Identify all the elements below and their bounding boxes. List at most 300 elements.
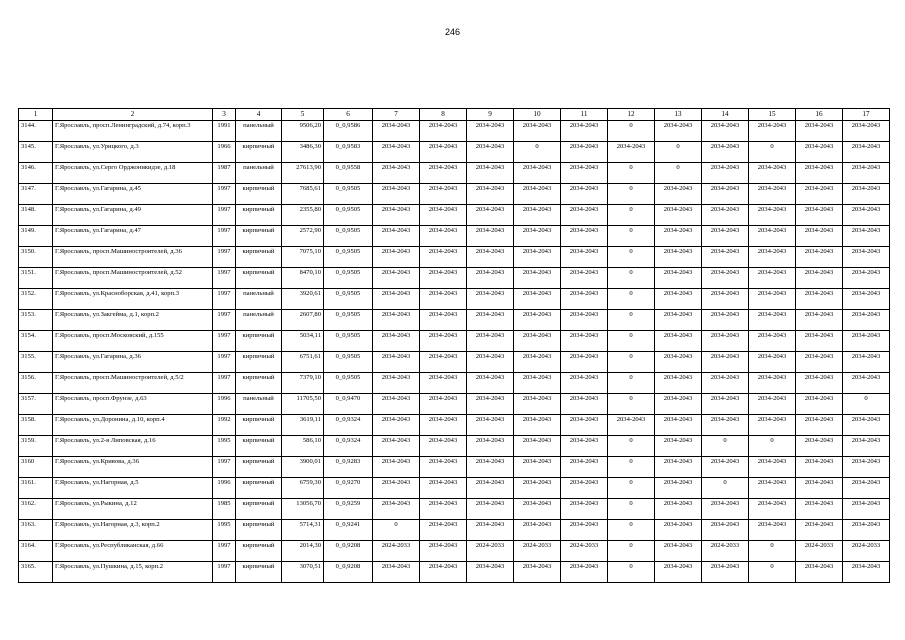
term-col-7-cell: 2034-2043 [373, 331, 420, 352]
term-col-14-cell: 2034-2043 [702, 289, 749, 310]
table-row [19, 541, 890, 562]
term-col-11-cell: 2034-2043 [561, 457, 608, 478]
wear-coefficient-cell: 0_0,9283 [324, 457, 373, 478]
column-header: 11 [561, 109, 608, 121]
term-col-17-cell: 2034-2043 [843, 121, 890, 142]
wear-coefficient-cell: 0_0,9208 [324, 541, 373, 562]
term-col-12-cell: 0 [608, 205, 655, 226]
term-col-17-cell: 2034-2043 [843, 457, 890, 478]
wall-material-cell: кирпичный [236, 541, 282, 562]
table-row [19, 142, 890, 163]
row-number-cell: 3157. [19, 394, 53, 415]
term-col-17-cell: 2034-2043 [843, 373, 890, 394]
term-col-8-cell: 2034-2043 [420, 541, 467, 562]
term-col-15-cell: 2034-2043 [749, 289, 796, 310]
build-year-cell: 1997 [213, 205, 236, 226]
column-header: 3 [213, 109, 236, 121]
wear-coefficient-cell: 0_0,9505 [324, 373, 373, 394]
term-col-17-cell: 2034-2043 [843, 205, 890, 226]
term-col-14-cell: 2034-2043 [702, 121, 749, 142]
term-col-17-cell: 2034-2043 [843, 415, 890, 436]
area-cell: 27613,90 [282, 163, 324, 184]
term-col-13-cell: 2034-2043 [655, 310, 702, 331]
term-col-10-cell: 2034-2043 [514, 436, 561, 457]
term-col-10-cell: 2034-2043 [514, 121, 561, 142]
wear-coefficient-cell: 0_0,9241 [324, 520, 373, 541]
term-col-15-cell: 2034-2043 [749, 457, 796, 478]
term-col-8-cell: 2034-2043 [420, 562, 467, 583]
term-col-7-cell: 2034-2043 [373, 247, 420, 268]
address-cell: Г.Ярославль, просп.Ленинградский, д.74, корп.3 [53, 121, 213, 142]
term-col-16-cell: 2034-2043 [796, 520, 843, 541]
term-col-11-cell: 2034-2043 [561, 268, 608, 289]
build-year-cell: 1997 [213, 373, 236, 394]
term-col-13-cell: 2034-2043 [655, 457, 702, 478]
wear-coefficient-cell: 0_0,9505 [324, 331, 373, 352]
wear-coefficient-cell: 0_0,9586 [324, 121, 373, 142]
term-col-13-cell: 2034-2043 [655, 478, 702, 499]
table-row [19, 289, 890, 310]
build-year-cell: 1997 [213, 331, 236, 352]
wear-coefficient-cell: 0_0,9470 [324, 394, 373, 415]
term-col-15-cell: 2034-2043 [749, 268, 796, 289]
column-header: 5 [282, 109, 324, 121]
term-col-7-cell: 2034-2043 [373, 121, 420, 142]
term-col-10-cell: 0 [514, 142, 561, 163]
term-col-13-cell: 2034-2043 [655, 121, 702, 142]
term-col-17-cell: 2024-2033 [843, 541, 890, 562]
term-col-15-cell: 2034-2043 [749, 247, 796, 268]
term-col-13-cell: 2034-2043 [655, 520, 702, 541]
column-header: 13 [655, 109, 702, 121]
term-col-9-cell: 2034-2043 [467, 247, 514, 268]
term-col-16-cell: 2034-2043 [796, 289, 843, 310]
wear-coefficient-cell: 0_0,9324 [324, 436, 373, 457]
build-year-cell: 1997 [213, 541, 236, 562]
term-col-14-cell: 2034-2043 [702, 226, 749, 247]
term-col-11-cell: 2034-2043 [561, 289, 608, 310]
term-col-7-cell: 2034-2043 [373, 436, 420, 457]
term-col-15-cell: 2034-2043 [749, 226, 796, 247]
address-cell: Г.Ярославль, ул.Серго Орджоникидзе, д.18 [53, 163, 213, 184]
term-col-7-cell: 2034-2043 [373, 205, 420, 226]
term-col-8-cell: 2034-2043 [420, 247, 467, 268]
build-year-cell: 1992 [213, 415, 236, 436]
wear-coefficient-cell: 0_0,9505 [324, 289, 373, 310]
term-col-15-cell: 2034-2043 [749, 310, 796, 331]
address-cell: Г.Ярославль, ул.Нагорная, д.5 [53, 478, 213, 499]
wall-material-cell: кирпичный [236, 247, 282, 268]
term-col-12-cell: 0 [608, 436, 655, 457]
address-cell: Г.Ярославль, просп.Машиностроителей, д.5/2 [53, 373, 213, 394]
term-col-8-cell: 2034-2043 [420, 289, 467, 310]
term-col-11-cell: 2034-2043 [561, 520, 608, 541]
address-cell: Г.Ярославль, ул.Республиканская, д.66 [53, 541, 213, 562]
term-col-15-cell: 0 [749, 541, 796, 562]
term-col-7-cell: 2034-2043 [373, 373, 420, 394]
build-year-cell: 1997 [213, 184, 236, 205]
table-row [19, 373, 890, 394]
page-number: 246 [444, 27, 461, 37]
table-row [19, 436, 890, 457]
address-cell: Г.Ярославль, ул.Гагарина, д.45 [53, 184, 213, 205]
term-col-11-cell: 2034-2043 [561, 373, 608, 394]
wear-coefficient-cell: 0_0,9208 [324, 562, 373, 583]
term-col-12-cell: 0 [608, 310, 655, 331]
term-col-12-cell: 0 [608, 520, 655, 541]
term-col-9-cell: 2034-2043 [467, 562, 514, 583]
term-col-9-cell: 2034-2043 [467, 163, 514, 184]
term-col-11-cell: 2034-2043 [561, 205, 608, 226]
term-col-17-cell: 2034-2043 [843, 142, 890, 163]
column-header: 2 [53, 109, 213, 121]
column-header: 14 [702, 109, 749, 121]
address-cell: Г.Ярославль, просп.Московский, д.155 [53, 331, 213, 352]
term-col-15-cell: 0 [749, 142, 796, 163]
term-col-17-cell: 2034-2043 [843, 226, 890, 247]
row-number-cell: 3159. [19, 436, 53, 457]
row-number-cell: 3160 [19, 457, 53, 478]
table-row [19, 499, 890, 520]
term-col-8-cell: 2034-2043 [420, 268, 467, 289]
term-col-9-cell: 2034-2043 [467, 520, 514, 541]
term-col-9-cell: 2034-2043 [467, 331, 514, 352]
row-number-cell: 3156. [19, 373, 53, 394]
table-row [19, 352, 890, 373]
area-cell: 7379,10 [282, 373, 324, 394]
term-col-15-cell: 0 [749, 562, 796, 583]
term-col-10-cell: 2034-2043 [514, 310, 561, 331]
term-col-10-cell: 2034-2043 [514, 247, 561, 268]
row-number-cell: 3148. [19, 205, 53, 226]
area-cell: 13056,70 [282, 499, 324, 520]
term-col-11-cell: 2034-2043 [561, 226, 608, 247]
table-row [19, 121, 890, 142]
term-col-9-cell: 2034-2043 [467, 499, 514, 520]
address-cell: Г.Ярославль, ул.Гагарина, д.36 [53, 352, 213, 373]
term-col-14-cell: 2034-2043 [702, 562, 749, 583]
term-col-7-cell: 2034-2043 [373, 289, 420, 310]
term-col-8-cell: 2034-2043 [420, 142, 467, 163]
term-col-17-cell: 2034-2043 [843, 478, 890, 499]
term-col-16-cell: 2034-2043 [796, 352, 843, 373]
wall-material-cell: панельный [236, 121, 282, 142]
term-col-10-cell: 2034-2043 [514, 205, 561, 226]
row-number-cell: 3151. [19, 268, 53, 289]
row-number-cell: 3149. [19, 226, 53, 247]
area-cell: 3920,61 [282, 289, 324, 310]
column-header: 8 [420, 109, 467, 121]
term-col-15-cell: 2034-2043 [749, 352, 796, 373]
term-col-11-cell: 2034-2043 [561, 121, 608, 142]
wall-material-cell: панельный [236, 289, 282, 310]
table-row [19, 562, 890, 583]
column-header: 12 [608, 109, 655, 121]
row-number-cell: 3153. [19, 310, 53, 331]
term-col-13-cell: 2034-2043 [655, 205, 702, 226]
build-year-cell: 1997 [213, 352, 236, 373]
wall-material-cell: кирпичный [236, 373, 282, 394]
term-col-7-cell: 2034-2043 [373, 184, 420, 205]
term-col-17-cell: 0 [843, 394, 890, 415]
term-col-9-cell: 2034-2043 [467, 310, 514, 331]
term-col-8-cell: 2034-2043 [420, 121, 467, 142]
wall-material-cell: кирпичный [236, 184, 282, 205]
area-cell: 7075,10 [282, 247, 324, 268]
term-col-10-cell: 2024-2033 [514, 541, 561, 562]
term-col-7-cell: 2034-2043 [373, 310, 420, 331]
address-cell: Г.Ярославль, просп.Машиностроителей, д.52 [53, 268, 213, 289]
term-col-13-cell: 2034-2043 [655, 268, 702, 289]
table-row [19, 457, 890, 478]
wall-material-cell: кирпичный [236, 478, 282, 499]
term-col-14-cell: 2034-2043 [702, 268, 749, 289]
term-col-10-cell: 2034-2043 [514, 562, 561, 583]
term-col-8-cell: 2034-2043 [420, 310, 467, 331]
term-col-11-cell: 2034-2043 [561, 394, 608, 415]
row-number-cell: 3165. [19, 562, 53, 583]
address-cell: Г.Ярославль, ул.Красноборская, д.41, корп.3 [53, 289, 213, 310]
table-body [19, 121, 890, 583]
term-col-14-cell: 2034-2043 [702, 373, 749, 394]
wall-material-cell: кирпичный [236, 205, 282, 226]
term-col-16-cell: 2034-2043 [796, 373, 843, 394]
term-col-10-cell: 2034-2043 [514, 415, 561, 436]
term-col-16-cell: 2034-2043 [796, 184, 843, 205]
term-col-12-cell: 0 [608, 289, 655, 310]
term-col-13-cell: 2034-2043 [655, 415, 702, 436]
term-col-14-cell: 0 [702, 436, 749, 457]
area-cell: 3486,30 [282, 142, 324, 163]
term-col-14-cell: 2034-2043 [702, 142, 749, 163]
term-col-11-cell: 2034-2043 [561, 142, 608, 163]
row-number-cell: 3145. [19, 142, 53, 163]
term-col-15-cell: 2034-2043 [749, 520, 796, 541]
term-col-9-cell: 2034-2043 [467, 436, 514, 457]
column-header: 4 [236, 109, 282, 121]
term-col-9-cell: 2034-2043 [467, 352, 514, 373]
term-col-7-cell: 2034-2043 [373, 268, 420, 289]
wall-material-cell: панельный [236, 163, 282, 184]
address-cell: Г.Ярославль, ул.Пушкина, д.15, корп.2 [53, 562, 213, 583]
term-col-13-cell: 2034-2043 [655, 247, 702, 268]
term-col-17-cell: 2034-2043 [843, 268, 890, 289]
term-col-11-cell: 2034-2043 [561, 163, 608, 184]
term-col-12-cell: 0 [608, 457, 655, 478]
wall-material-cell: панельный [236, 310, 282, 331]
row-number-cell: 3146. [19, 163, 53, 184]
area-cell: 7685,61 [282, 184, 324, 205]
row-number-cell: 3162. [19, 499, 53, 520]
term-col-14-cell: 2024-2033 [702, 541, 749, 562]
term-col-13-cell: 2034-2043 [655, 499, 702, 520]
wear-coefficient-cell: 0_0,9505 [324, 268, 373, 289]
wear-coefficient-cell: 0_0,9270 [324, 478, 373, 499]
term-col-17-cell: 2034-2043 [843, 352, 890, 373]
address-cell: Г.Ярославль, ул.Гагарина, д.49 [53, 205, 213, 226]
column-header: 1 [19, 109, 53, 121]
term-col-11-cell: 2034-2043 [561, 415, 608, 436]
term-col-8-cell: 2034-2043 [420, 373, 467, 394]
term-col-17-cell: 2034-2043 [843, 247, 890, 268]
term-col-8-cell: 2034-2043 [420, 457, 467, 478]
term-col-8-cell: 2034-2043 [420, 331, 467, 352]
address-cell: Г.Ярославль, ул.Кривова, д.36 [53, 457, 213, 478]
wear-coefficient-cell: 0_0,9505 [324, 184, 373, 205]
term-col-16-cell: 2034-2043 [796, 478, 843, 499]
term-col-11-cell: 2034-2043 [561, 331, 608, 352]
term-col-16-cell: 2034-2043 [796, 394, 843, 415]
table-row [19, 310, 890, 331]
term-col-11-cell: 2034-2043 [561, 184, 608, 205]
term-col-10-cell: 2034-2043 [514, 520, 561, 541]
term-col-11-cell: 2034-2043 [561, 310, 608, 331]
table-row [19, 205, 890, 226]
row-number-cell: 3152. [19, 289, 53, 310]
wall-material-cell: кирпичный [236, 499, 282, 520]
term-col-14-cell: 2034-2043 [702, 247, 749, 268]
wall-material-cell: кирпичный [236, 268, 282, 289]
term-col-9-cell: 2034-2043 [467, 394, 514, 415]
term-col-8-cell: 2034-2043 [420, 436, 467, 457]
area-cell: 3900,01 [282, 457, 324, 478]
term-col-15-cell: 0 [749, 436, 796, 457]
term-col-16-cell: 2034-2043 [796, 121, 843, 142]
wall-material-cell: кирпичный [236, 436, 282, 457]
build-year-cell: 1997 [213, 268, 236, 289]
term-col-16-cell: 2034-2043 [796, 457, 843, 478]
build-year-cell: 1996 [213, 478, 236, 499]
term-col-12-cell: 0 [608, 247, 655, 268]
wear-coefficient-cell: 0_0,9324 [324, 415, 373, 436]
wall-material-cell: кирпичный [236, 142, 282, 163]
area-cell: 6759,30 [282, 478, 324, 499]
term-col-9-cell: 2034-2043 [467, 415, 514, 436]
term-col-12-cell: 0 [608, 478, 655, 499]
term-col-8-cell: 2034-2043 [420, 520, 467, 541]
term-col-14-cell: 2034-2043 [702, 457, 749, 478]
term-col-14-cell: 2034-2043 [702, 184, 749, 205]
term-col-9-cell: 2034-2043 [467, 478, 514, 499]
term-col-8-cell: 2034-2043 [420, 163, 467, 184]
term-col-11-cell: 2034-2043 [561, 478, 608, 499]
table-row [19, 394, 890, 415]
term-col-11-cell: 2034-2043 [561, 436, 608, 457]
build-year-cell: 1997 [213, 310, 236, 331]
term-col-16-cell: 2034-2043 [796, 142, 843, 163]
term-col-7-cell: 2034-2043 [373, 226, 420, 247]
build-year-cell: 1997 [213, 226, 236, 247]
term-col-16-cell: 2034-2043 [796, 415, 843, 436]
term-col-11-cell: 2034-2043 [561, 562, 608, 583]
term-col-15-cell: 2034-2043 [749, 205, 796, 226]
term-col-16-cell: 2034-2043 [796, 163, 843, 184]
term-col-12-cell: 0 [608, 163, 655, 184]
wear-coefficient-cell: 0_0,9259 [324, 499, 373, 520]
table-row [19, 163, 890, 184]
term-col-12-cell: 0 [608, 394, 655, 415]
wear-coefficient-cell: 0_0,9505 [324, 352, 373, 373]
wall-material-cell: кирпичный [236, 520, 282, 541]
row-number-cell: 3147. [19, 184, 53, 205]
table-row [19, 226, 890, 247]
row-number-cell: 3144. [19, 121, 53, 142]
term-col-10-cell: 2034-2043 [514, 499, 561, 520]
term-col-9-cell: 2024-2033 [467, 541, 514, 562]
term-col-15-cell: 2034-2043 [749, 478, 796, 499]
term-col-7-cell: 2034-2043 [373, 142, 420, 163]
header-row [19, 109, 890, 121]
term-col-17-cell: 2034-2043 [843, 163, 890, 184]
term-col-16-cell: 2034-2043 [796, 562, 843, 583]
build-year-cell: 1997 [213, 247, 236, 268]
term-col-16-cell: 2034-2043 [796, 499, 843, 520]
term-col-15-cell: 2034-2043 [749, 331, 796, 352]
term-col-12-cell: 0 [608, 499, 655, 520]
term-col-15-cell: 2034-2043 [749, 499, 796, 520]
term-col-15-cell: 2034-2043 [749, 163, 796, 184]
term-col-10-cell: 2034-2043 [514, 226, 561, 247]
address-cell: Г.Ярославль, ул.Урицкого, д.3 [53, 142, 213, 163]
column-header: 9 [467, 109, 514, 121]
term-col-14-cell: 2034-2043 [702, 331, 749, 352]
column-header: 10 [514, 109, 561, 121]
term-col-16-cell: 2034-2043 [796, 331, 843, 352]
table-row [19, 478, 890, 499]
term-col-15-cell: 2034-2043 [749, 373, 796, 394]
term-col-16-cell: 2024-2033 [796, 541, 843, 562]
term-col-8-cell: 2034-2043 [420, 205, 467, 226]
address-cell: Г.Ярославль, просп.Фрунзе, д.63 [53, 394, 213, 415]
term-col-7-cell: 2034-2043 [373, 562, 420, 583]
term-col-12-cell: 0 [608, 541, 655, 562]
term-col-13-cell: 0 [655, 163, 702, 184]
build-year-cell: 1996 [213, 394, 236, 415]
term-col-10-cell: 2034-2043 [514, 289, 561, 310]
term-col-9-cell: 2034-2043 [467, 457, 514, 478]
term-col-10-cell: 2034-2043 [514, 373, 561, 394]
term-col-11-cell: 2034-2043 [561, 352, 608, 373]
term-col-17-cell: 2034-2043 [843, 184, 890, 205]
term-col-14-cell: 2034-2043 [702, 163, 749, 184]
term-col-10-cell: 2034-2043 [514, 457, 561, 478]
term-col-7-cell: 2034-2043 [373, 499, 420, 520]
wear-coefficient-cell: 0_0,9505 [324, 247, 373, 268]
table-row [19, 184, 890, 205]
term-col-8-cell: 2034-2043 [420, 415, 467, 436]
column-header: 6 [324, 109, 373, 121]
area-cell: 586,10 [282, 436, 324, 457]
term-col-15-cell: 2034-2043 [749, 394, 796, 415]
term-col-9-cell: 2034-2043 [467, 184, 514, 205]
row-number-cell: 3163. [19, 520, 53, 541]
wall-material-cell: панельный [236, 394, 282, 415]
term-col-15-cell: 2034-2043 [749, 121, 796, 142]
build-year-cell: 1995 [213, 436, 236, 457]
term-col-14-cell: 0 [702, 478, 749, 499]
wall-material-cell: кирпичный [236, 457, 282, 478]
term-col-11-cell: 2034-2043 [561, 499, 608, 520]
term-col-13-cell: 2034-2043 [655, 184, 702, 205]
term-col-13-cell: 2034-2043 [655, 562, 702, 583]
wear-coefficient-cell: 0_0,9505 [324, 310, 373, 331]
term-col-8-cell: 2034-2043 [420, 478, 467, 499]
address-cell: Г.Ярославль, ул.Гагарина, д.47 [53, 226, 213, 247]
term-col-13-cell: 0 [655, 142, 702, 163]
area-cell: 2572,90 [282, 226, 324, 247]
term-col-7-cell: 0 [373, 520, 420, 541]
term-col-7-cell: 2024-2033 [373, 541, 420, 562]
